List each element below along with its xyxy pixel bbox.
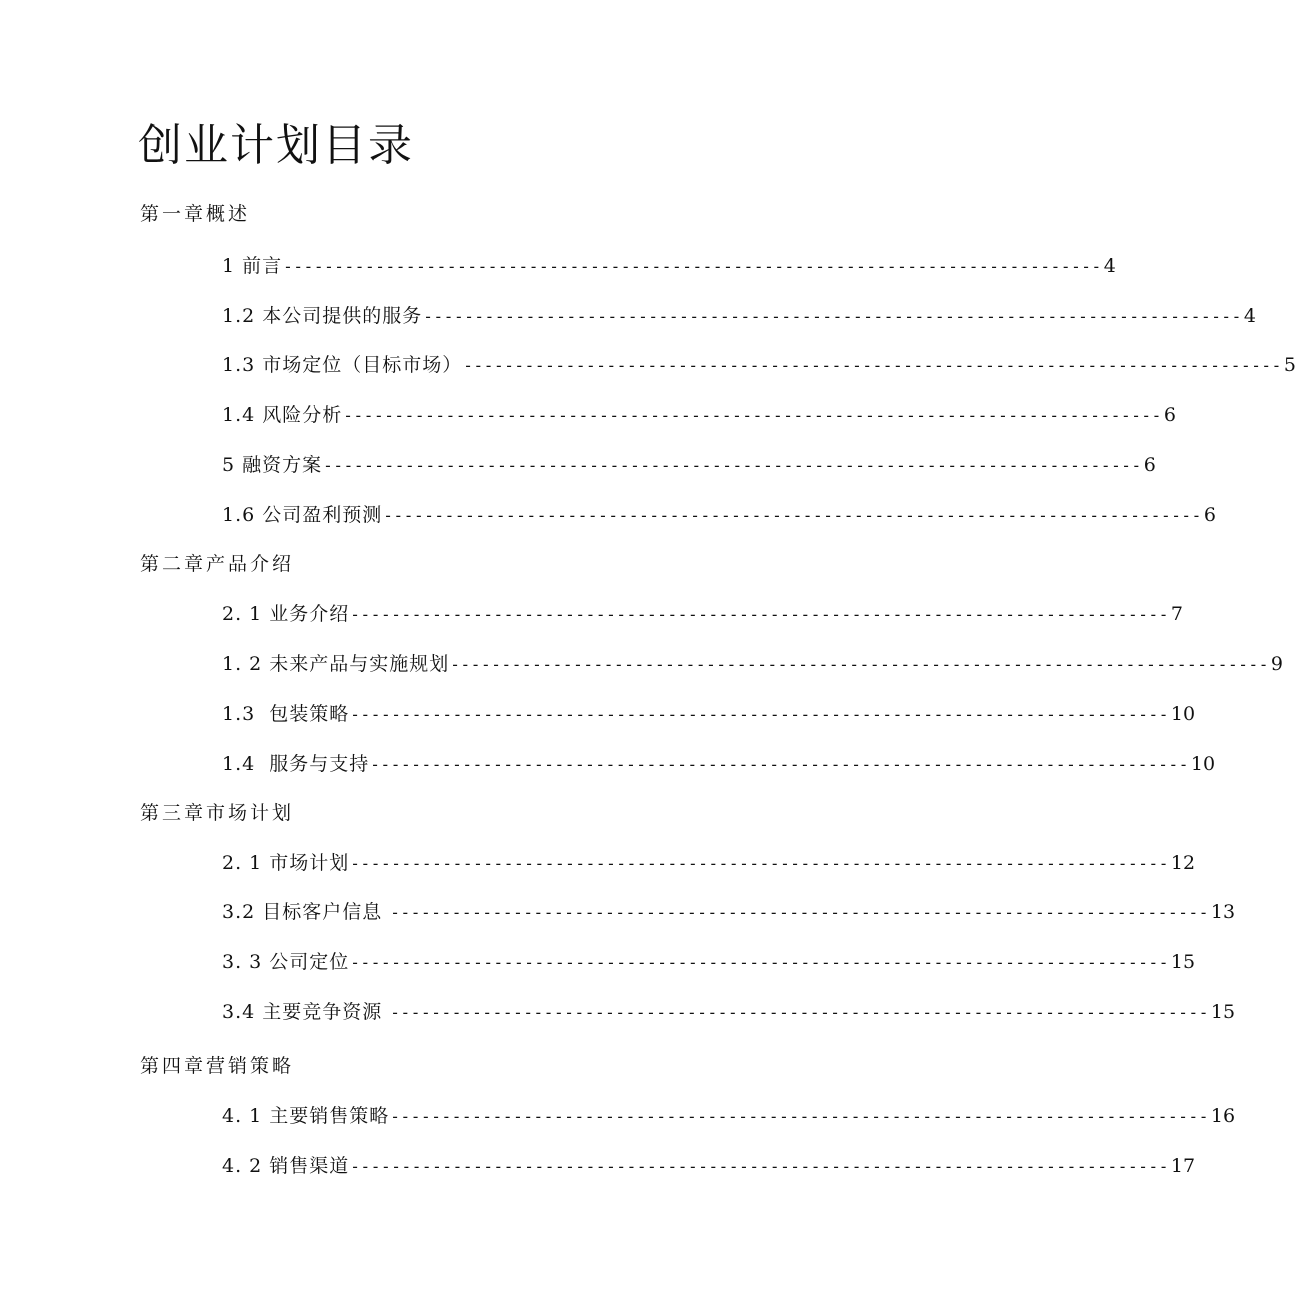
- toc-entry-label: 1. 2 未来产品与实施规划: [222, 653, 450, 675]
- toc-entry-label: 1.3 市场定位（目标市场）: [222, 354, 463, 376]
- chapter-1-heading: 第一章概述: [140, 203, 251, 225]
- toc-entry-page: 13: [1210, 901, 1236, 923]
- dot-leader: --------------------------------------------------------------------------------: [390, 1003, 1209, 1022]
- toc-entry-label: 2. 1 业务介绍: [222, 603, 350, 625]
- dot-leader: --------------------------------------------------------------------------------: [350, 1157, 1169, 1176]
- toc-entry-page: 7: [1170, 603, 1184, 625]
- toc-entry: [222, 852, 1196, 875]
- toc-entry-page: 4: [1243, 305, 1256, 327]
- chapter-2-heading: 第二章产品介绍: [140, 553, 295, 575]
- dot-leader: --------------------------------------------------------------------------------: [350, 953, 1169, 972]
- dot-leader: --------------------------------------------------------------------------------: [423, 307, 1242, 326]
- toc-entry-page: 6: [1143, 454, 1156, 476]
- toc-entry-page: 16: [1210, 1105, 1236, 1127]
- toc-entry-label: 3.2 目标客户信息: [222, 901, 390, 923]
- dot-leader: --------------------------------------------------------------------------------: [283, 257, 1102, 276]
- toc-entry: [222, 454, 1156, 477]
- toc-entry: [222, 305, 1256, 328]
- toc-entry: [222, 901, 1236, 924]
- toc-entry-label: 1.4 服务与支持: [222, 753, 370, 775]
- toc-entry: [222, 653, 1284, 676]
- toc-entry-label: 3.4 主要竞争资源: [222, 1001, 390, 1023]
- chapter-3-heading: 第三章市场计划: [140, 802, 295, 824]
- dot-leader: --------------------------------------------------------------------------------: [463, 356, 1282, 375]
- toc-entry-label: 4. 1 主要销售策略: [222, 1105, 390, 1127]
- dot-leader: --------------------------------------------------------------------------------: [350, 605, 1169, 624]
- toc-entry: [222, 354, 1296, 377]
- toc-entry: [222, 753, 1216, 776]
- chapter-4-heading: 第四章营销策略: [140, 1055, 295, 1077]
- dot-leader: --------------------------------------------------------------------------------: [323, 456, 1142, 475]
- dot-leader: --------------------------------------------------------------------------------: [343, 406, 1162, 425]
- dot-leader: --------------------------------------------------------------------------------: [390, 903, 1209, 922]
- toc-entry-page: 10: [1190, 753, 1216, 775]
- toc-entry-page: 6: [1163, 404, 1176, 426]
- toc-entry-page: 12: [1170, 852, 1196, 874]
- toc-entry-page: 6: [1203, 504, 1216, 526]
- toc-entry-page: 15: [1170, 951, 1196, 973]
- toc-entry: [222, 703, 1196, 726]
- toc-entry-page: 10: [1170, 703, 1196, 725]
- toc-entry: [222, 504, 1216, 527]
- toc-entry-page: 17: [1170, 1155, 1196, 1177]
- toc-entry: [222, 404, 1176, 427]
- dot-leader: --------------------------------------------------------------------------------: [383, 506, 1202, 525]
- toc-entry-label: 1.6 公司盈利预测: [222, 504, 383, 526]
- toc-entry-label: 4. 2 销售渠道: [222, 1155, 350, 1177]
- document-title: 创业计划目录: [138, 120, 414, 171]
- toc-entry: [222, 603, 1184, 626]
- toc-entry: [222, 1001, 1236, 1024]
- toc-entry: [222, 1105, 1236, 1128]
- dot-leader: --------------------------------------------------------------------------------: [350, 705, 1169, 724]
- toc-entry: [222, 255, 1116, 278]
- toc-entry-label: 1.4 风险分析: [222, 404, 343, 426]
- toc-entry-page: 9: [1270, 653, 1284, 675]
- dot-leader: --------------------------------------------------------------------------------: [450, 655, 1269, 674]
- toc-entry-label: 5 融资方案: [222, 454, 323, 476]
- dot-leader: --------------------------------------------------------------------------------: [350, 854, 1169, 873]
- toc-entry-label: 3. 3 公司定位: [222, 951, 350, 973]
- toc-entry-label: 1.3 包装策略: [222, 703, 350, 725]
- toc-entry-page: 5: [1283, 354, 1296, 376]
- toc-entry-page: 4: [1103, 255, 1116, 277]
- toc-entry-label: 2. 1 市场计划: [222, 852, 350, 874]
- toc-entry-page: 15: [1210, 1001, 1236, 1023]
- toc-entry-label: 1 前言: [222, 255, 283, 277]
- toc-entry-label: 1.2 本公司提供的服务: [222, 305, 423, 327]
- dot-leader: --------------------------------------------------------------------------------: [390, 1107, 1209, 1126]
- toc-entry: [222, 951, 1196, 974]
- toc-entry: [222, 1155, 1196, 1178]
- dot-leader: --------------------------------------------------------------------------------: [370, 755, 1189, 774]
